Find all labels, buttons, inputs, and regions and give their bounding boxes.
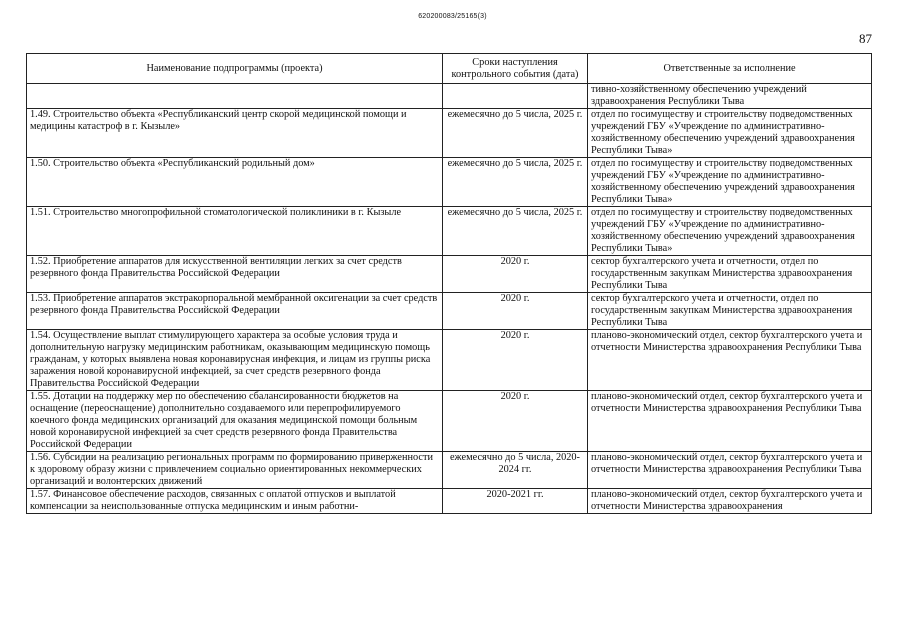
row-responsible: планово-экономический отдел, сектор бухгалтерского учета и отчетности Министерства здравоохранения Республики Тыва xyxy=(588,452,872,489)
table-header-row xyxy=(27,54,872,84)
row-name: 1.55. Дотации на поддержку мер по обеспечению сбалансированности бюджетов на оснащение (переоснащение) дополнительно создаваемого или перепрофилируемого коечного фонда медицинских организаций для оказания медицинской помощи больным новой коронавирусной инфекцией за счет средств резервного фонда Правительства Российской Федерации xyxy=(27,391,443,452)
row-term: ежемесячно до 5 числа, 2020-2024 гг. xyxy=(443,452,588,489)
row-name: 1.53. Приобретение аппаратов экстракорпоральной мембранной оксигенации за счет средств резервного фонда Правительства Российской Федерации xyxy=(27,293,443,330)
table-row xyxy=(27,109,872,158)
row-name: 1.49. Строительство объекта «Республиканский центр скорой медицинской помощи и медицины катастроф в г. Кызыле» xyxy=(27,109,443,158)
column-header-responsible: Ответственные за исполнение xyxy=(588,54,872,84)
row-responsible: сектор бухгалтерского учета и отчетности, отдел по государственным закупкам Министерства здравоохранения Республики Тыва xyxy=(588,256,872,293)
row-name: 1.51. Строительство многопрофильной стоматологической поликлиники в г. Кызыле xyxy=(27,207,443,256)
table-row xyxy=(27,256,872,293)
row-term: ежемесячно до 5 числа, 2025 г. xyxy=(443,109,588,158)
table-row xyxy=(27,207,872,256)
row-term: 2020 г. xyxy=(443,330,588,391)
table-row xyxy=(27,452,872,489)
row-responsible: планово-экономический отдел, сектор бухгалтерского учета и отчетности Министерства здравоохранения Республики Тыва xyxy=(588,391,872,452)
row-term: 2020 г. xyxy=(443,256,588,293)
table-row xyxy=(27,391,872,452)
row-responsible: тивно-хозяйственному обеспечению учреждений здравоохранения Республики Тыва xyxy=(588,84,872,109)
row-name: 1.57. Финансовое обеспечение расходов, связанных с оплатой отпусков и выплатой компенсации за неиспользованные отпуска медицинским и иным работни- xyxy=(27,489,443,514)
row-responsible: сектор бухгалтерского учета и отчетности, отдел по государственным закупкам Министерства здравоохранения Республики Тыва xyxy=(588,293,872,330)
row-responsible: планово-экономический отдел, сектор бухгалтерского учета и отчетности Министерства здравоохранения Республики Тыва xyxy=(588,330,872,391)
row-responsible: отдел по госимуществу и строительству подведомственных учреждений ГБУ «Учреждение по административно-хозяйственному обеспечению учреждений здравоохранения Республики Тыва» xyxy=(588,158,872,207)
row-term: 2020 г. xyxy=(443,293,588,330)
row-name xyxy=(27,84,443,109)
row-responsible: отдел по госимуществу и строительству подведомственных учреждений ГБУ «Учреждение по административно-хозяйственному обеспечению учреждений здравоохранения Республики Тыва» xyxy=(588,207,872,256)
document-id: 620200083/25165(3) xyxy=(418,13,487,20)
column-header-name: Наименование подпрограммы (проекта) xyxy=(27,54,443,84)
row-term: ежемесячно до 5 числа, 2025 г. xyxy=(443,207,588,256)
row-name: 1.50. Строительство объекта «Республиканский родильный дом» xyxy=(27,158,443,207)
row-name: 1.52. Приобретение аппаратов для искусственной вентиляции легких за счет средств резервного фонда Правительства Российской Федерации xyxy=(27,256,443,293)
row-responsible: планово-экономический отдел, сектор бухгалтерского учета и отчетности Министерства здравоохранения xyxy=(588,489,872,514)
row-term xyxy=(443,84,588,109)
row-name: 1.56. Субсидии на реализацию региональных программ по формированию приверженности к здоровому образу жизни с привлечением социально ориентированных некоммерческих организаций и волонтерских движений xyxy=(27,452,443,489)
row-responsible: отдел по госимуществу и строительству подведомственных учреждений ГБУ «Учреждение по административно-хозяйственному обеспечению учреждений здравоохранения Республики Тыва» xyxy=(588,109,872,158)
row-term: ежемесячно до 5 числа, 2025 г. xyxy=(443,158,588,207)
table-row xyxy=(27,158,872,207)
table-row xyxy=(27,84,872,109)
row-name: 1.54. Осуществление выплат стимулирующего характера за особые условия труда и дополнительную нагрузку медицинским работникам, оказывающим медицинскую помощь гражданам, у которых выявлена новая коронавирусная инфекция, и лицам из группы риска заражения новой коронавирусной инфекцией, за счет средств резервного фонда Правительства Российской Федерации xyxy=(27,330,443,391)
table-row xyxy=(27,330,872,391)
page-number: 87 xyxy=(859,31,872,46)
table-row xyxy=(27,293,872,330)
table-row xyxy=(27,489,872,514)
events-table xyxy=(26,53,872,514)
row-term: 2020 г. xyxy=(443,391,588,452)
row-term: 2020-2021 гг. xyxy=(443,489,588,514)
column-header-term: Сроки наступления контрольного события (дата) xyxy=(443,54,588,84)
